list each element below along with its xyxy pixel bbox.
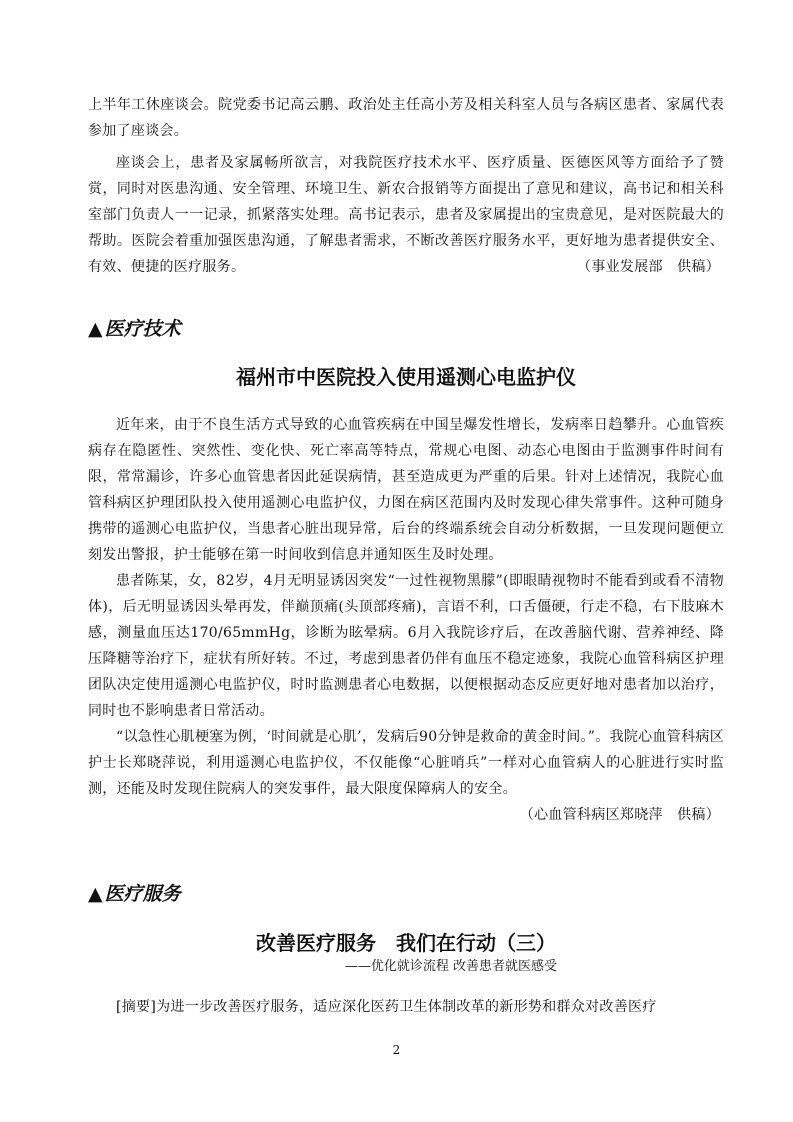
triangle-marker-icon: ▲ xyxy=(88,883,103,905)
article-credit: （心血管科病区郑晓萍 供稿） xyxy=(519,807,720,823)
article-subtitle: ——优化就诊流程 改善患者就医感受 xyxy=(344,959,558,974)
article-paragraph-3: “以急性心肌梗塞为例，‘时间就是心肌’，发病后90分钟是救命的黄金时间。”。我院心血管科病区护士长郑晓萍说，利用遥测心电监护仪，不仅能像“心脏哨兵”一样对心血管病人的心脏进行实时监测，还能及时发现住院病人的突发事件，最大限度保障病人的安全。 xyxy=(88,729,724,797)
intro-credit: （事业发展部 供稿） xyxy=(577,259,720,275)
abstract-paragraph: [摘要]为进一步改善医疗服务，适应深化医药卫生体制改革的新形势和群众对改善医疗 xyxy=(116,999,657,1015)
intro-block xyxy=(88,92,724,280)
article-paragraph-2: 患者陈某，女，82岁，4月无明显诱因突发“一过性视物黑朦”(即眼睛视物时不能看到或看不清物体)，后无明显诱因头晕再发，伴巅顶痛(头顶部疼痛)，言语不利，口舌僵硬，行走不稳，右下肢麻木感，测量血压达170/65mmHg，诊断为眩晕病。6月入我院诊疗后，在改善脑代谢、营养神经、降压降糖等治疗下，症状有所好转。不过，考虑到患者仍伴有血压不稳定迹象，我院心血管科病区护理团队决定使用遥测心电监护仪，时时监测患者心电数据，以便根据动态反应更好地对患者加以治疗，同时也不影响患者日常活动。 xyxy=(88,573,724,719)
page-number: 2 xyxy=(392,1043,401,1057)
intro-paragraph-2: 座谈会上，患者及家属畅所欲言，对我院医疗技术水平、医疗质量、医德医风等方面给予了赞赏，同时对医患沟通、安全管理、环境卫生、新农合报销等方面提出了意见和建议，高书记和相关科室部门负责人一一记录，抓紧落实处理。高书记表示，患者及家属提出的宝贵意见，是对医院最大的帮助。医院会着重加强医患沟通，了解患者需求，不断改善医疗服务水平，更好地为患者提供安全、有效、便捷的医疗服务。 xyxy=(88,155,724,275)
section-heading-medical-technology xyxy=(88,317,181,341)
article-body-telemetry-ecg xyxy=(88,412,724,828)
abstract-block xyxy=(88,994,724,1020)
section-heading-medical-service xyxy=(88,882,181,906)
article-title-telemetry-ecg: 福州市中医院投入使用遥测心电监护仪 xyxy=(236,365,576,389)
intro-paragraph-1: 上半年工休座谈会。院党委书记高云鹏、政治处主任高小芳及相关科室人员与各病区患者、家属代表参加了座谈会。 xyxy=(88,97,724,139)
triangle-marker-icon: ▲ xyxy=(88,318,103,340)
article-title-improve-service: 改善医疗服务 我们在行动（三） xyxy=(256,931,556,955)
section-heading-text: 医疗服务 xyxy=(104,883,181,905)
article-paragraph-1: 近年来，由于不良生活方式导致的心血管疾病在中国呈爆发性增长，发病率日趋攀升。心血管疾病存在隐匿性、突然性、变化快、死亡率高等特点，常规心电图、动态心电图由于监测事件时间有限，常常漏诊，许多心血管患者因此延误病情，甚至造成更为严重的后果。针对上述情况，我院心血管科病区护理团队投入使用遥测心电监护仪，力图在病区范围内及时发现心律失常事件。这种可随身携带的遥测心电监护仪，当患者心脏出现异常，后台的终端系统会自动分析数据，一旦发现问题便立刻发出警报，护士能够在第一时间收到信息并通知医生及时处理。 xyxy=(88,417,724,563)
section-heading-text: 医疗技术 xyxy=(104,318,181,340)
